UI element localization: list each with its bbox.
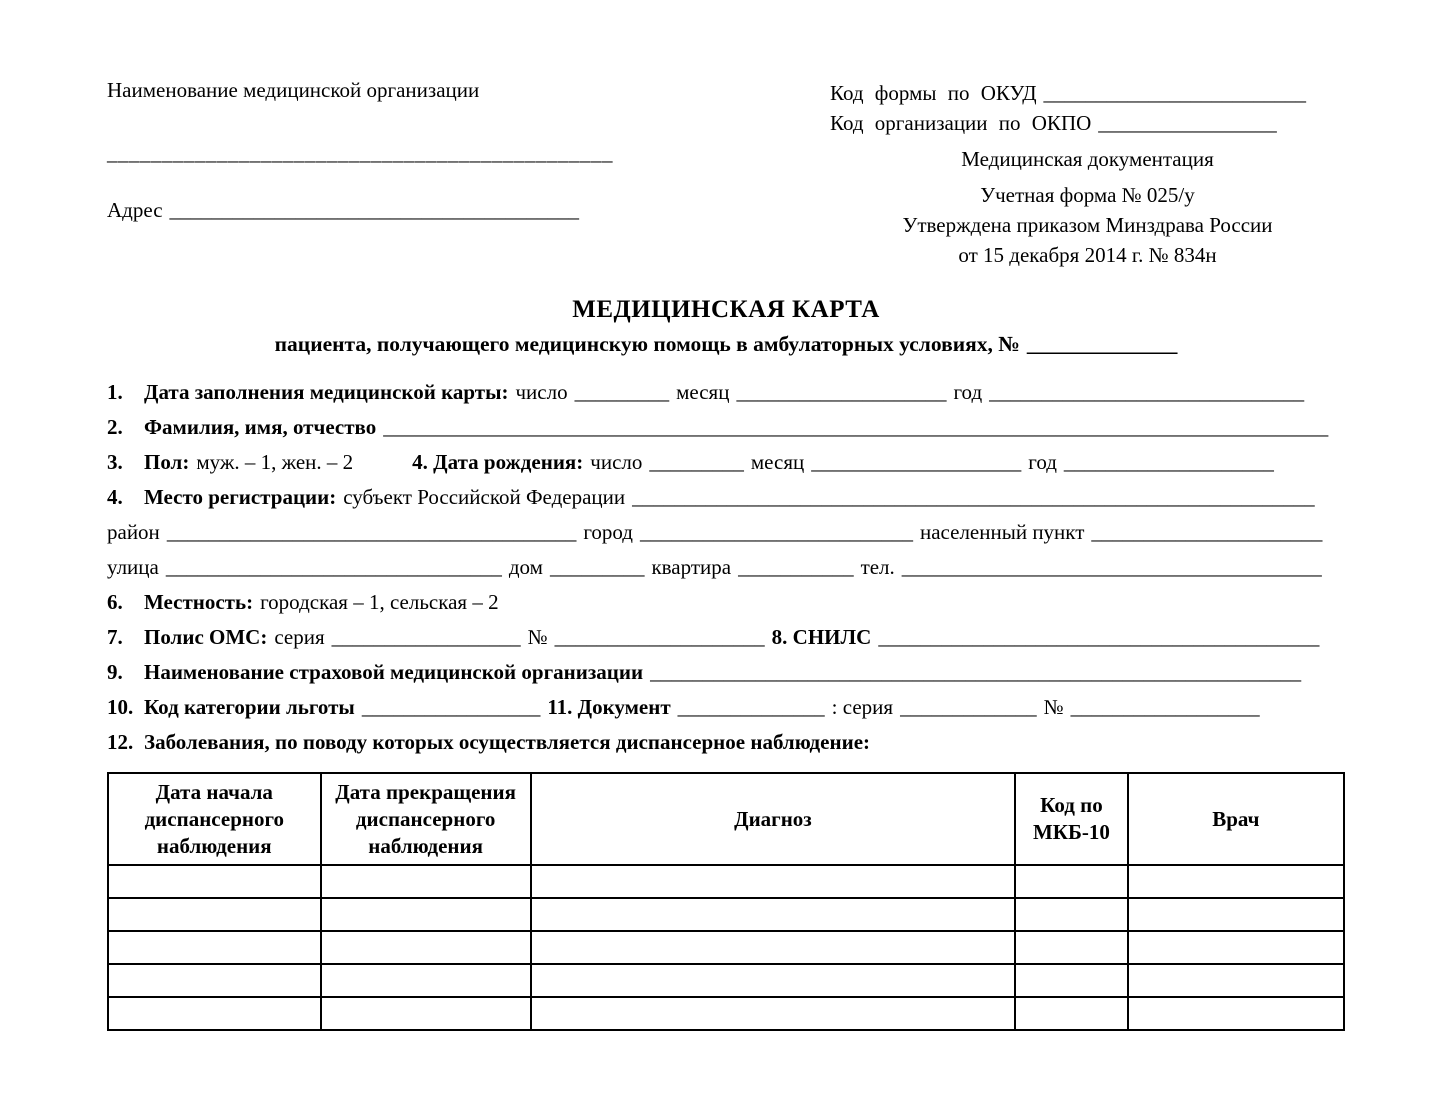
approved-line-2: от 15 декабря 2014 г. № 834н (958, 243, 1217, 267)
org-block (107, 78, 613, 223)
field-number: 12. (107, 730, 134, 754)
table-cell (321, 898, 531, 931)
doc-series-label: : серия (831, 695, 894, 719)
field-number: 4. (107, 485, 123, 509)
field-dispensary-diseases (107, 725, 1345, 760)
table-cell (108, 964, 321, 997)
locality-options: городская – 1, сельская – 2 (260, 590, 499, 614)
month-blank: ____________________ (811, 450, 1022, 474)
federation-subject-blank: _________________________________________________________________ (632, 485, 1315, 509)
benefit-code-blank: _________________ (361, 695, 541, 719)
table-cell (531, 964, 1016, 997)
address-label: Адрес (107, 198, 163, 222)
month-label: месяц (750, 450, 805, 474)
year-blank: ____________________ (1063, 450, 1274, 474)
year-label: год (1028, 450, 1057, 474)
okud-label: Код формы по ОКУД (830, 81, 1037, 105)
full-name-blank: __________________________________________________________________________________________ (383, 415, 1329, 439)
field-number: 10. (107, 695, 134, 719)
month-blank: ____________________ (736, 380, 947, 404)
table-cell (1015, 964, 1127, 997)
org-name-label: Наименование медицинской организации (107, 78, 480, 102)
table-cell (1128, 931, 1344, 964)
field-number: 2. (107, 415, 123, 439)
document-label: 11. Документ (547, 695, 671, 719)
series-label: серия (274, 625, 325, 649)
table-cell (108, 865, 321, 898)
sex-label: Пол: (144, 450, 190, 474)
number-label: № (527, 625, 548, 649)
insurance-org-blank: ______________________________________________________________ (650, 660, 1302, 684)
form-number-line: Учетная форма № 025/у (980, 183, 1195, 207)
field-label: Дата заполнения медицинской карты: (144, 380, 509, 404)
field-fill-date (107, 375, 1345, 410)
table-cell (1128, 997, 1344, 1030)
table-cell (1128, 865, 1344, 898)
okud-line (830, 78, 1345, 108)
series-blank: __________________ (331, 625, 521, 649)
header-end-date: Дата прекращения диспансерного наблюдения (321, 773, 531, 865)
field-locality (107, 585, 1345, 620)
form-subtitle-text: пациента, получающего медицинскую помощь в амбулаторных условиях, № (274, 332, 1020, 356)
table-cell (531, 997, 1016, 1030)
doc-title: Медицинская документация (961, 147, 1214, 171)
field-full-name (107, 410, 1345, 445)
header-icd10-code: Код по МКБ-10 (1015, 773, 1127, 865)
field-benefit-document (107, 690, 1345, 725)
field-label: Наименование страховой медицинской организации (144, 660, 644, 684)
federation-subject-label: субъект Российской Федерации (343, 485, 626, 509)
house-label: дом (508, 555, 543, 579)
day-label: число (515, 380, 568, 404)
field-number: 6. (107, 590, 123, 614)
address-line (107, 198, 607, 223)
table-cell (1015, 931, 1127, 964)
table-cell (531, 931, 1016, 964)
table-cell (1015, 898, 1127, 931)
city-label: город (583, 520, 633, 544)
header-diagnosis: Диагноз (531, 773, 1016, 865)
field-number: 7. (107, 625, 123, 649)
field-oms-snils (107, 620, 1345, 655)
table-cell (108, 898, 321, 931)
oms-label: Полис ОМС: (144, 625, 268, 649)
header-start-date: Дата начала диспансерного наблюдения (108, 773, 321, 865)
settlement-label: населенный пункт (919, 520, 1085, 544)
city-blank: __________________________ (639, 520, 913, 544)
form-subtitle-blank: ______________ (1026, 332, 1178, 356)
phone-blank: ________________________________________ (901, 555, 1322, 579)
day-label: число (590, 450, 643, 474)
table-row (108, 898, 1344, 931)
table-row (108, 964, 1344, 997)
title-block (107, 296, 1345, 357)
okpo-line (830, 108, 1345, 138)
table-header (108, 773, 1344, 865)
form-header (107, 78, 1345, 270)
street-blank: ________________________________ (165, 555, 502, 579)
number-blank: ____________________ (554, 625, 765, 649)
benefit-code-label: Код категории льготы (144, 695, 355, 719)
doc-number-label: № (1043, 695, 1064, 719)
day-blank: _________ (649, 450, 744, 474)
okpo-label: Код организации по ОКПО (830, 111, 1092, 135)
table-cell (108, 931, 321, 964)
form-title: МЕДИЦИНСКАЯ КАРТА (572, 296, 880, 323)
table-cell (1128, 964, 1344, 997)
form-subtitle (107, 332, 1345, 357)
snils-blank: __________________________________________ (878, 625, 1320, 649)
sex-options: муж. – 1, жен. – 2 (196, 450, 354, 474)
field-number: 9. (107, 660, 123, 684)
table-cell (321, 931, 531, 964)
birthdate-label: 4. Дата рождения: (412, 450, 584, 474)
district-label: район (107, 520, 160, 544)
form-fields (107, 375, 1345, 760)
apartment-label: квартира (651, 555, 732, 579)
doc-number-blank: __________________ (1070, 695, 1260, 719)
table-cell (321, 997, 531, 1030)
table-cell (108, 997, 321, 1030)
apartment-blank: ___________ (738, 555, 854, 579)
year-blank: ______________________________ (989, 380, 1305, 404)
table-cell (1015, 865, 1127, 898)
district-blank: _______________________________________ (166, 520, 577, 544)
table-cell (531, 898, 1016, 931)
field-sex-and-birthdate (107, 445, 1345, 480)
table-cell (321, 865, 531, 898)
table-cell (1128, 898, 1344, 931)
street-label: улица (107, 555, 159, 579)
field-district-city (107, 515, 1345, 550)
table-cell (1015, 997, 1127, 1030)
day-blank: _________ (574, 380, 670, 404)
doc-series-blank: _____________ (900, 695, 1037, 719)
table-row (108, 865, 1344, 898)
settlement-blank: ______________________ (1091, 520, 1323, 544)
table-row (108, 997, 1344, 1030)
okud-blank: _________________________ (1043, 81, 1307, 105)
field-registration-place (107, 480, 1345, 515)
table-cell (321, 964, 531, 997)
header-doctor: Врач (1128, 773, 1344, 865)
field-number: 1. (107, 380, 123, 404)
field-label: Место регистрации: (144, 485, 337, 509)
document-blank: ______________ (677, 695, 825, 719)
house-blank: _________ (549, 555, 645, 579)
field-label: Местность: (144, 590, 254, 614)
table-row (108, 931, 1344, 964)
approved-line-1: Утверждена приказом Минздрава России (902, 213, 1273, 237)
dispensary-observation-table (107, 772, 1345, 1031)
address-blank: _______________________________________ (169, 198, 580, 222)
phone-label: тел. (860, 555, 895, 579)
field-number: 3. (107, 450, 123, 474)
field-label: Фамилия, имя, отчество (144, 415, 377, 439)
snils-label: 8. СНИЛС (771, 625, 872, 649)
year-label: год (953, 380, 983, 404)
okpo-blank: _________________ (1098, 111, 1277, 135)
field-insurance-org (107, 655, 1345, 690)
table-cell (531, 865, 1016, 898)
codes-block (830, 78, 1345, 270)
month-label: месяц (676, 380, 730, 404)
table-body (108, 865, 1344, 1030)
field-label: Заболевания, по поводу которых осуществляется диспансерное наблюдение: (144, 730, 871, 754)
org-name-blank: ______________________________________________ (107, 141, 613, 165)
field-street-house (107, 550, 1345, 585)
